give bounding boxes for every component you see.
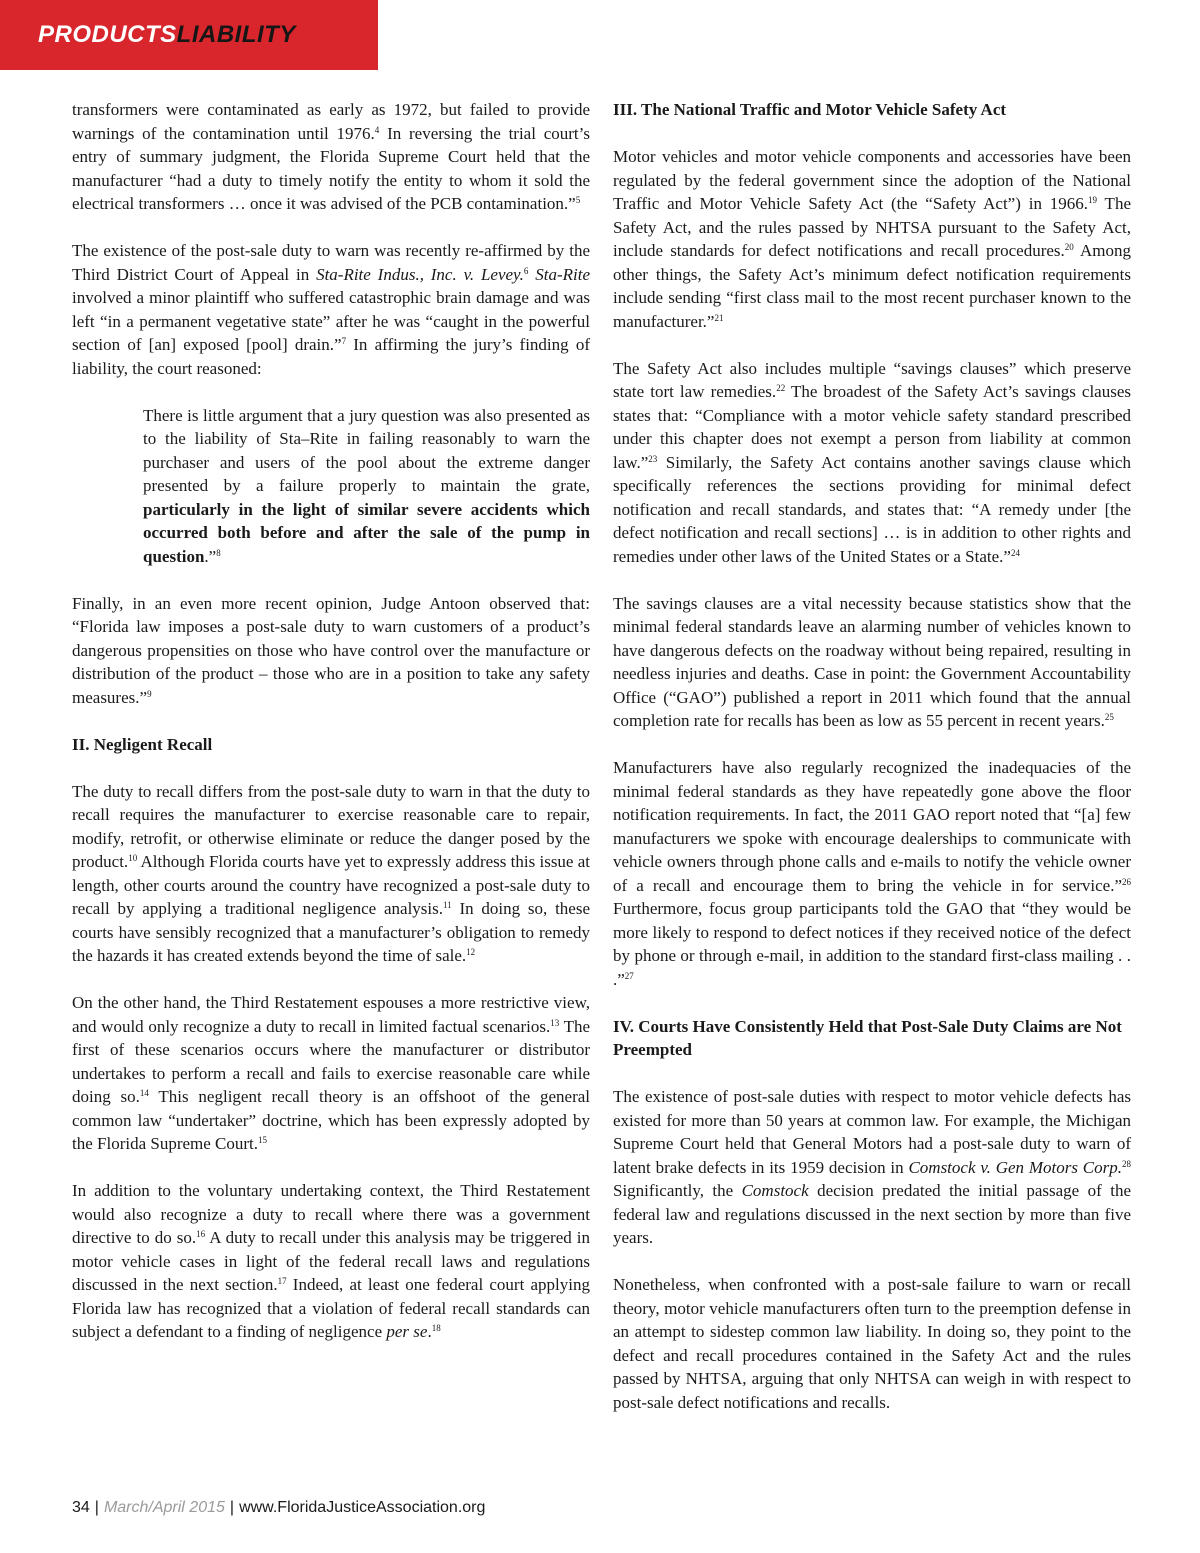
left-column xyxy=(72,98,590,1367)
paragraph: The savings clauses are a vital necessity because statistics show that the minimal federal standards leave an alarming number of vehicles known to have dangerous defects on the roadway without being repaired, resulting in needless injuries and deaths. Case in point: the Government Accountability Office (“GAO”) published a report in 2011 which found that the annual completion rate for recalls has been as low as 55 percent in recent years.$^{25}$ xyxy=(613,593,1131,730)
footnote-ref[interactable]: 26 xyxy=(1122,876,1131,887)
paragraph: The Safety Act also includes multiple “savings clauses” which preserve state tort law remedies.$^{22}$ The broadest of the Safety Act’s savings clauses states that: “Compliance with a motor vehicle safety standard prescribed under this chapter does not exempt a person from liability at common law.”$^{23}$ Similarly, the Safety Act contains another savings clause which specifically references the sections providing for minimal defect notification and recall standards, and states that: “A remedy under [the defect notification and recall sections] … is in addition to other rights and remedies under other laws of the United States or a State.”$^{24}$ xyxy=(613,358,1131,566)
footnote-ref[interactable]: 15 xyxy=(258,1135,268,1145)
footnote-ref[interactable]: 8 xyxy=(216,547,221,558)
footnote-ref[interactable]: 18 xyxy=(431,1323,441,1333)
paragraph: The duty to recall differs from the post-sale duty to warn in that the duty to recall requires the manufacturer to exercise reasonable care to repair, modify, retrofit, or otherwise eliminate or reduce the danger posed by the product.$^{10}$ Although Florida courts have yet to expressly address this issue at length, other courts around the country have recognized a post-sale duty to recall by applying a traditional negligence analysis.$^{11}$ In doing so, these courts have sensibly recognized that a manufacturer’s obligation to remedy the hazards it has created extends beyond the time of sale.$^{12}$ xyxy=(72,781,591,965)
footnote-ref[interactable]: 27 xyxy=(624,970,634,981)
section-title xyxy=(38,20,296,50)
footnote-ref[interactable]: 19 xyxy=(1088,195,1098,205)
footnote-ref[interactable]: 28 xyxy=(1122,1158,1131,1169)
paragraph: The existence of the post-sale duty to warn was recently re-affirmed by the Third District Court of Appeal in Sta-Rite Indus., Inc. v. Levey.$^6$ Sta-Rite involved a minor plaintiff who suffered catastrophic brain damage and was left “in a permanent vegetative state” after he was “caught in the powerful section of [an] exposed [pool] drain.”$^7$ In affirming the jury’s finding of liability, the court reasoned: xyxy=(72,241,590,378)
footnote-ref[interactable]: 22 xyxy=(776,383,786,393)
case-citation: Comstock xyxy=(741,1181,809,1200)
paragraph: Nonetheless, when confronted with a post-sale failure to warn or recall theory, motor vehicle manufacturers often turn to the preemption defense in an attempt to sidestep common law liability. In doing so, they point to the defect and recall procedures contained in the Safety Act and the rules passed by NHTSA, arguing that only NHTSA can weigh in with respect to post-sale defect notifications and recalls. xyxy=(613,1275,1131,1412)
block-quote: There is little argument that a jury question was also presented as to the liability of Sta–Rite in failing reasonably to warn the purchaser and users of the pool about the extreme danger presented by a failure properly to maintain the grate, particularly in the light of similar severe accidents which occurred both before and after the sale of the pump in question.”$^8$ xyxy=(143,405,590,566)
paragraph: Motor vehicles and motor vehicle components and accessories have been regulated by the federal government since the adoption of the National Traffic and Motor Vehicle Safety Act (the “Safety Act”) in 1966.19 The Safety Act, and the rules passed by NHTSA pursuant to the Safety Act, include standards for defect notifications and recall procedures.$^{20}$ Among other things, the Safety Act’s minimum defect notification requirements include sending “first class mail to the most recent purchaser known to the manufacturer.”$^{21}$ xyxy=(613,147,1131,331)
paragraph: In addition to the voluntary undertaking context, the Third Restatement would also recognize a duty to recall where there was a government directive to do so.$^{16}$ A duty to recall under this analysis may be triggered in motor vehicle cases in light of the federal recall laws and regulations discussed in the next section.$^{17}$ Indeed, at least one federal court applying Florida law has recognized that a violation of federal recall standards can subject a defendant to a finding of negligence per se.$^{18}$ xyxy=(72,1181,590,1341)
footnote-ref[interactable]: 11 xyxy=(443,900,452,910)
footnote-ref[interactable]: 12 xyxy=(466,947,476,957)
footnote-ref[interactable]: 16 xyxy=(196,1229,206,1239)
latin-term: per se xyxy=(386,1322,428,1341)
section-heading: IV. Courts Have Consistently Held that Post-Sale Duty Claims are Not Preempted xyxy=(613,1016,1122,1059)
footnote-ref[interactable]: 10 xyxy=(128,853,138,863)
paragraph: The existence of post-sale duties with respect to motor vehicle defects has existed for more than 50 years at common law. For example, the Michigan Supreme Court held that General Motors had a post-sale duty to warn of latent brake defects in its 1959 decision in Comstock v. Gen Motors Corp.$^{28}$ Significantly, the Comstock decision predated the initial passage of the federal law and regulations discussed in the next section by more than five years. xyxy=(613,1087,1131,1247)
case-citation: Sta-Rite xyxy=(535,264,590,284)
right-column xyxy=(613,98,1131,1414)
footnote-ref[interactable]: 14 xyxy=(139,1088,149,1098)
section-title-products: PRODUCTS xyxy=(38,21,177,48)
footnote-ref[interactable]: 24 xyxy=(1010,547,1020,558)
case-citation: Sta-Rite Indus., Inc. v. Levey. xyxy=(316,264,524,284)
paragraph: Finally, in an even more recent opinion, Judge Antoon observed that: “Florida law imposes a post-sale duty to warn customers of a product’s dangerous propensities on those who have control over the manufacture or distribution of the product – those who are in a position to take any safety measures.”$^9$ xyxy=(72,593,590,707)
footnote-ref[interactable]: 5 xyxy=(575,195,581,205)
page-footer xyxy=(72,1497,485,1519)
footer-separator: | xyxy=(94,1499,99,1516)
footnote-ref[interactable]: 25 xyxy=(1104,712,1114,722)
section-heading: II. Negligent Recall xyxy=(72,734,213,754)
footnote-ref[interactable]: 17 xyxy=(277,1276,287,1286)
section-heading: III. The National Traffic and Motor Vehicle Safety Act xyxy=(613,100,1007,119)
case-citation: Comstock v. Gen Motors Corp. xyxy=(908,1157,1122,1177)
issue-date: March/April 2015 xyxy=(103,1499,225,1516)
footnote-ref[interactable]: 7 xyxy=(341,336,347,346)
footnote-ref[interactable]: 21 xyxy=(714,312,724,323)
footnote-ref[interactable]: 4 xyxy=(374,124,380,135)
footnote-ref[interactable]: 6 xyxy=(523,265,529,276)
footnote-ref[interactable]: 23 xyxy=(648,453,658,464)
paragraph: Manufacturers have also regularly recognized the inadequacies of the minimal federal standards as they have repeatedly gone above the floor notification requirements. In fact, the 2011 GAO report noted that “[a] few manufacturers we spoke with encourage dealerships to communicate with vehicle owners through phone calls and e-mails to notify the vehicle owner of a recall and encourage them to bring the vehicle in for service.”$^{26}$ Furthermore, focus group participants told the GAO that “they would be more likely to respond to defect notices if they received notice of the defect by phone or through e-mail, in addition to the standard first-class mailing . . .”$^{27}$ xyxy=(613,758,1131,989)
paragraph: transformers were contaminated as early as 1972, but failed to provide warnings of the contamination until 1976.$^4$ In reversing the trial court’s entry of summary judgment, the Florida Supreme Court held that the manufacturer “had a duty to timely notify the entity to whom it sold the electrical transformers … once it was advised of the PCB contamination.”$^5$ xyxy=(72,100,590,213)
footnote-ref[interactable]: 9 xyxy=(147,688,152,699)
section-title-liability: LIABILITY xyxy=(176,21,296,48)
footnote-ref[interactable]: 13 xyxy=(550,1017,560,1028)
website-link[interactable]: www.FloridaJusticeAssociation.org xyxy=(239,1499,486,1516)
footnote-ref[interactable]: 20 xyxy=(1064,242,1074,252)
paragraph: On the other hand, the Third Restatement espouses a more restrictive view, and would only recognize a duty to recall in limited factual scenarios.$^{13}$ The first of these scenarios occurs where the manufacturer or distributor undertakes to perform a recall and fails to exercise reasonable care while doing so.$^{14}$ This negligent recall theory is an offshoot of the general common law “undertaker” doctrine, which has been expressly adopted by the Florida Supreme Court.$^{15}$ xyxy=(72,993,590,1153)
page-number: 34 xyxy=(72,1499,90,1516)
section-banner xyxy=(0,0,378,70)
quote-emphasis: particularly in the light of similar severe accidents which occurred both before and after the sale of the pump in question xyxy=(143,499,590,566)
footer-separator: | xyxy=(229,1499,235,1516)
